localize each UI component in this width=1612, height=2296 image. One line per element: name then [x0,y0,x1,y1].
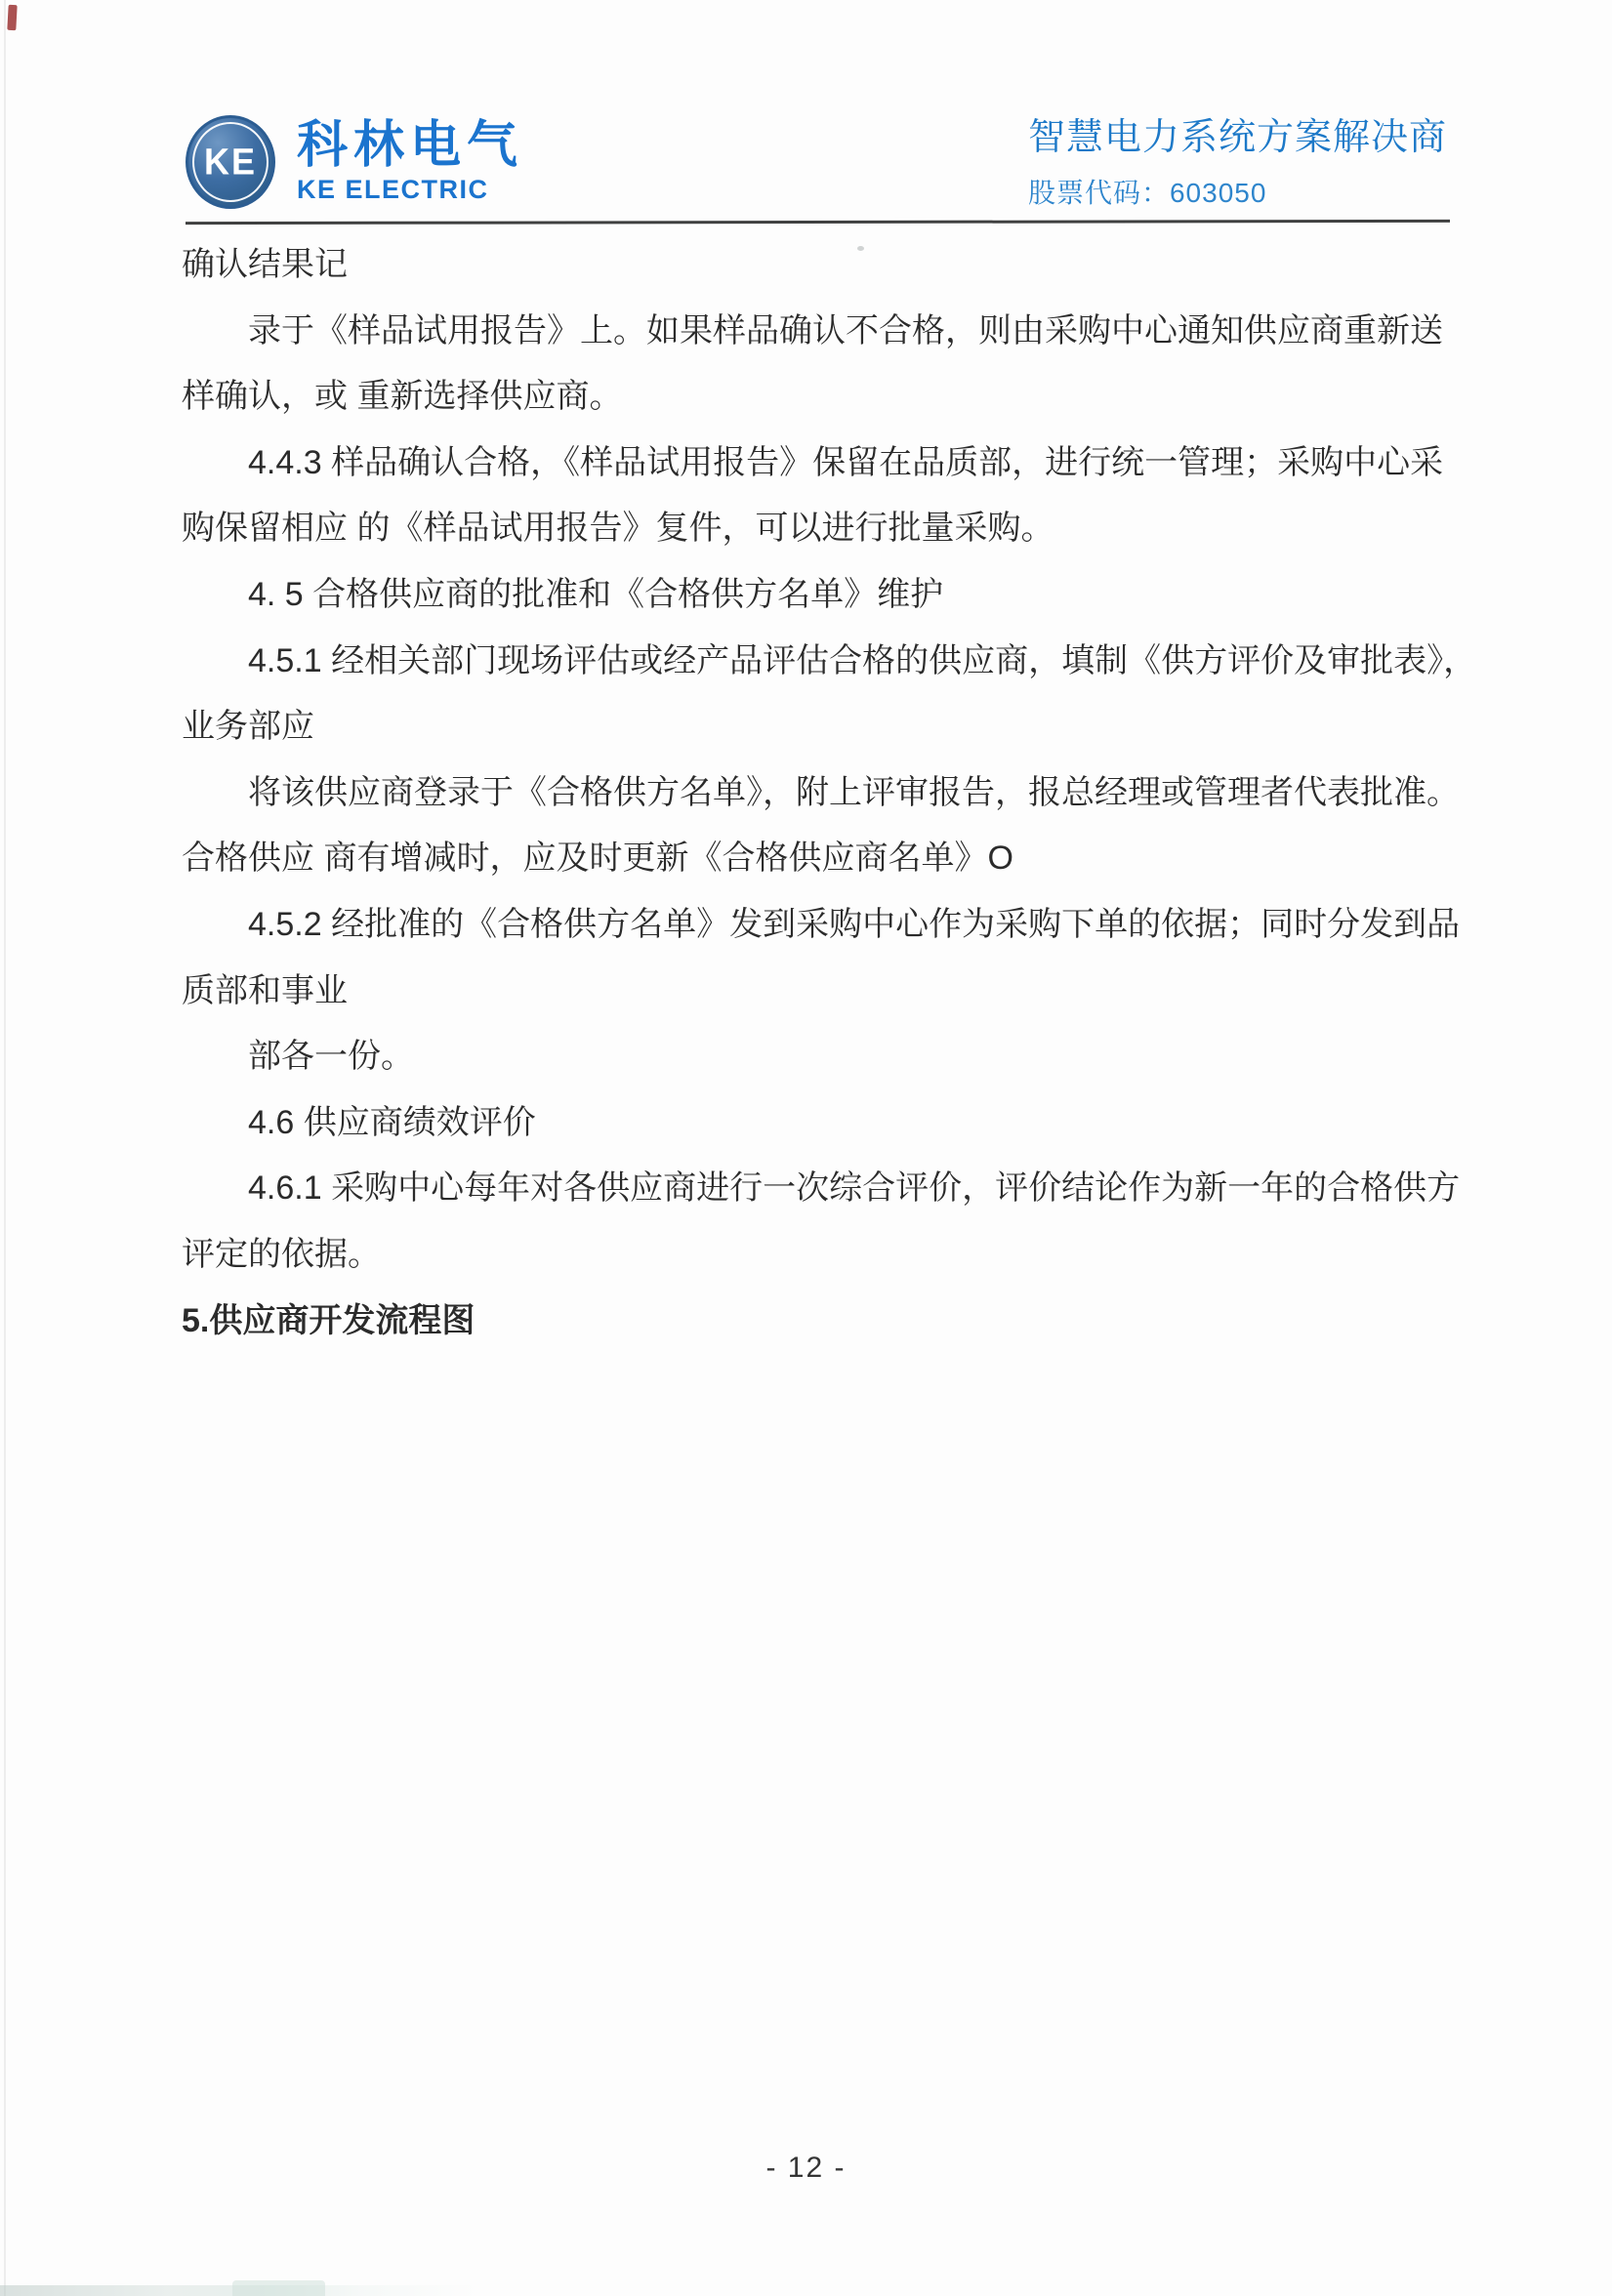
company-name-block [297,119,523,205]
company-logo [186,115,523,209]
header-divider [186,220,1450,225]
paragraph-line: 4.4.3 样品确认合格，《样品试用报告》保留在品质部，进行统一管理；采购中心采 [248,443,1444,481]
paragraph-line: 质部和事业 [182,971,348,1009]
scan-speck-artifact [857,246,864,251]
paragraph-line: 4.6 供应商绩效评价 [248,1103,536,1141]
header-right-block [1028,115,1447,211]
company-name-cn: 科林电气 [297,117,524,174]
paragraph-line: 4. 5 合格供应商的批准和《合格供方名单》维护 [248,575,944,613]
ke-logo-icon [186,115,275,209]
paragraph-line: 将该供应商登录于《合格供方名单》，附上评审报告，报总经理或管理者代表批准。 [248,773,1460,811]
paragraph-line: 录于《样品试用报告》上。如果样品确认不合格，则由采购中心通知供应商重新送 [248,311,1443,349]
page-header [186,115,1447,211]
paragraph-line: 5.供应商开发流程图 [182,1301,475,1339]
paragraph-line: 合格供应 商有增减时，应及时更新《合格供应商名单》O [182,840,1013,878]
paragraph-line: 业务部应 [182,708,314,746]
paragraph-line: 样确认，或 重新选择供应商。 [182,378,623,416]
company-name-en: KE ELECTRIC [297,175,489,204]
paragraph-line: 购保留相应 的《样品试用报告》复件，可以进行批量采购。 [182,510,1054,548]
page-number: - 12 - [765,2152,847,2184]
paragraph-line: 评定的依据。 [182,1235,381,1273]
paragraph-line: 部各一份。 [248,1038,414,1076]
page-footer [0,2152,1612,2185]
paragraph-line: 4.5.2 经批准的《合格供方名单》发到采购中心作为采购下单的依据；同时分发到品 [248,905,1461,943]
company-tagline: 智慧电力系统方案解决商 [1027,117,1447,158]
scan-smudge-artifact-2 [232,2280,325,2296]
paragraph-line: 4.5.1 经相关部门现场评估或经产品评估合格的供应商，填制《供方评价及审批表》， [248,641,1477,679]
scan-red-mark-artifact [7,5,17,30]
stock-code: 股票代码：603050 [1027,178,1267,208]
scan-edge-artifact [4,0,6,2296]
paragraph-line: 4.6.1 采购中心每年对各供应商进行一次综合评价，评价结论作为新一年的合格供方 [248,1169,1461,1208]
document-body [182,232,1477,1354]
logo-badge-text: KE [203,140,257,183]
paragraph-line: 确认结果记 [182,246,348,283]
